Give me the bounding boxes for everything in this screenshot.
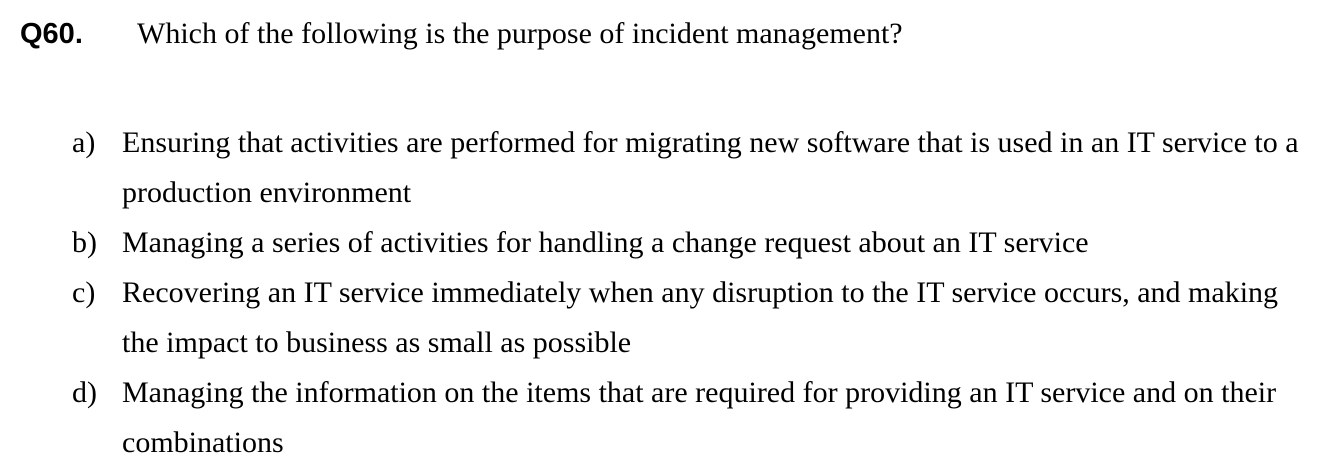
option-text: Recovering an IT service immediately when any disruption to the IT service occurs, and making the impact to business as small as possible — [122, 276, 1279, 359]
option-text: Managing the information on the items that are required for providing an IT service and on their combinations — [122, 376, 1277, 459]
question-header — [0, 0, 1319, 70]
answer-options — [0, 118, 1319, 468]
option-text: Ensuring that activities are performed for migrating new software that is used in an IT service to a production environment — [122, 126, 1299, 209]
option-b[interactable] — [0, 218, 1319, 268]
option-c[interactable] — [0, 268, 1319, 368]
option-a[interactable] — [0, 118, 1319, 218]
option-text: Managing a series of activities for handling a change request about an IT service — [122, 226, 1089, 259]
question-number: Q60. — [20, 18, 83, 50]
option-label: b) — [72, 226, 97, 259]
question-text: Which of the following is the purpose of incident management? — [137, 17, 903, 50]
option-d[interactable] — [0, 368, 1319, 468]
option-label: d) — [72, 376, 97, 409]
option-label: a) — [72, 126, 96, 159]
option-label: c) — [72, 276, 96, 309]
